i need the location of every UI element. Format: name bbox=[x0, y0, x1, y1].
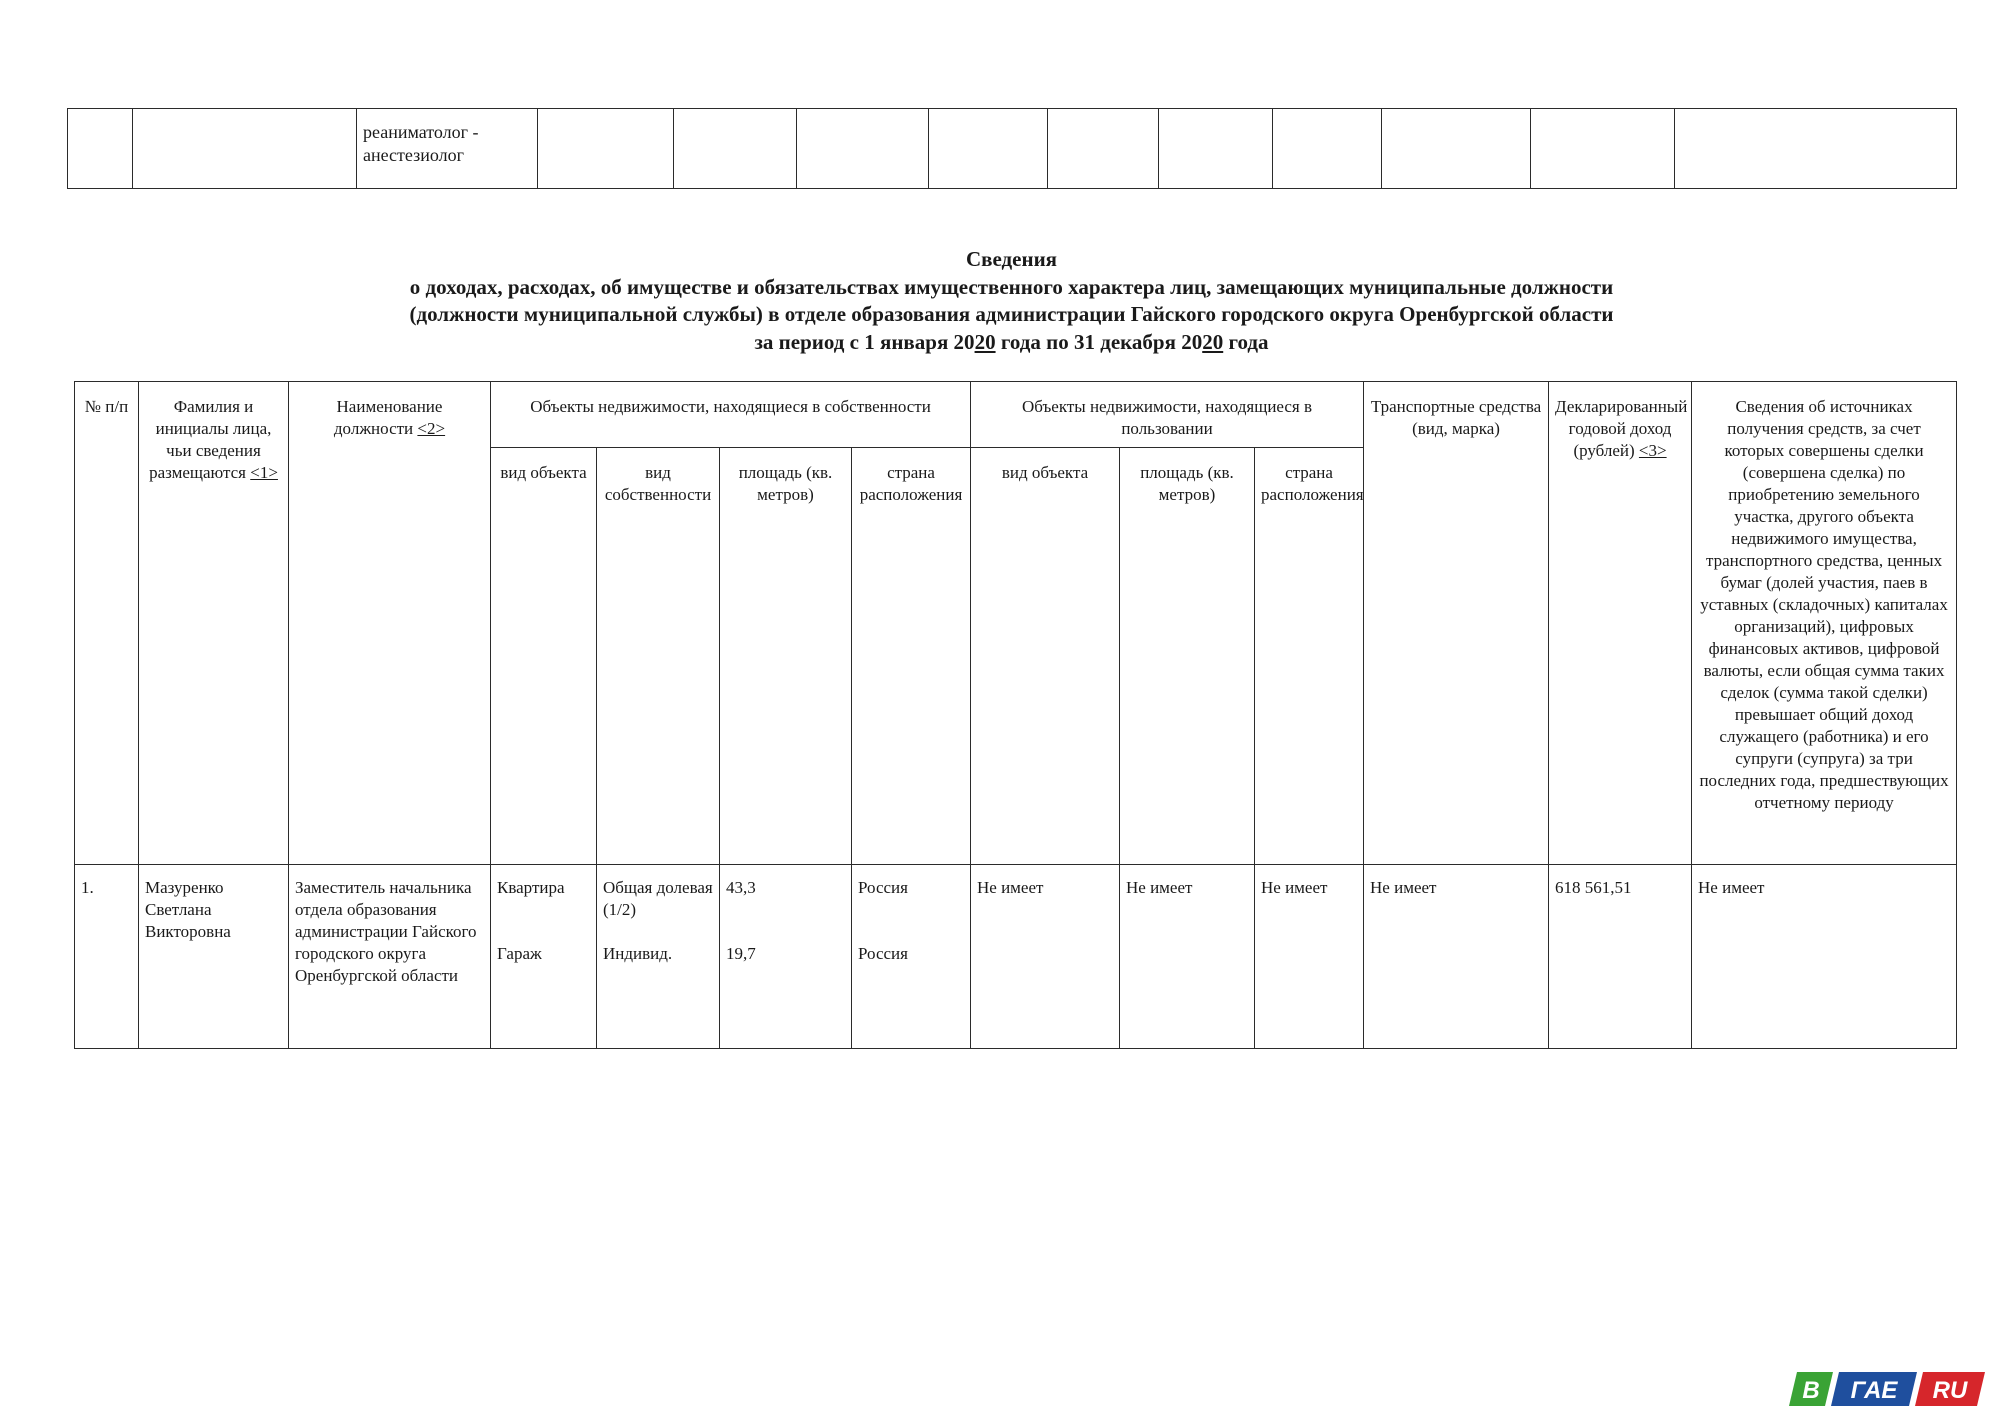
title-line-4: за период с 1 января 2020 года по 31 декабря 2020 года bbox=[754, 329, 1269, 354]
row-used-area: Не имеет bbox=[1120, 865, 1255, 1049]
title-line-2: о доходах, расходах, об имуществе и обязательствах имущественного характера лиц, замещающих муниципальные должности bbox=[409, 274, 1614, 299]
row-income: 618 561,51 bbox=[1549, 865, 1692, 1049]
header-owned-type: вид объекта bbox=[491, 448, 597, 865]
previous-table-fragment bbox=[67, 108, 1957, 189]
row-owned-area: 43,3 19,7 bbox=[720, 865, 852, 1049]
vgae-ru-logo bbox=[1787, 1370, 1987, 1408]
header-income: Декларированный годовой доход (рублей) <3> bbox=[1549, 382, 1692, 865]
title-line-3: (должности муниципальной службы) в отделе образования администрации Гайского городского округа Оренбургской области bbox=[409, 302, 1614, 326]
header-owned-country: страна расположения bbox=[852, 448, 971, 865]
header-transport: Транспортные средства (вид, марка) bbox=[1364, 382, 1549, 865]
header-used-area: площадь (кв. метров) bbox=[1120, 448, 1255, 865]
declaration-table bbox=[74, 381, 1957, 1049]
header-sources: Сведения об источниках получения средств, за счет которых совершены сделки (совершена сделка) по приобретению земельного участка, другого объекта недвижимого имущества, транспортного средства, ценных бумаг (долей участия, паев в уставных (складочных) капиталах организаций), цифровых финансовых активов, цифровой валюты, если общая сумма таких сделок (сумма такой сделки) превышает общий доход служащего (работника) и его супруги (супруга) за три последних года, предшествующих отчетному периоду bbox=[1692, 382, 1957, 865]
table-row bbox=[68, 109, 1957, 189]
row-sources: Не имеет bbox=[1692, 865, 1957, 1049]
header-row bbox=[75, 382, 1957, 448]
position-cell: реаниматолог - анестезиолог bbox=[357, 109, 538, 189]
header-used-type: вид объекта bbox=[971, 448, 1120, 865]
row-owned-country: Россия Россия bbox=[852, 865, 971, 1049]
logo-letter-v: В bbox=[1802, 1377, 1820, 1404]
header-used-property: Объекты недвижимости, находящиеся в пользовании bbox=[971, 382, 1364, 448]
row-used-country: Не имеет bbox=[1255, 865, 1364, 1049]
header-position: Наименование должности <2> bbox=[289, 382, 491, 865]
row-transport: Не имеет bbox=[1364, 865, 1549, 1049]
header-owned-area: площадь (кв. метров) bbox=[720, 448, 852, 865]
document-title bbox=[67, 246, 1956, 356]
row-name: Мазуренко Светлана Викторовна bbox=[139, 865, 289, 1049]
header-owned-ownership: вид собственности bbox=[597, 448, 720, 865]
title-line-1: Сведения bbox=[965, 247, 1058, 271]
row-owned-ownership: Общая долевая (1/2) Индивид. bbox=[597, 865, 720, 1049]
table-row bbox=[75, 865, 1957, 1049]
logo-word-ru: RU bbox=[1932, 1377, 1968, 1404]
header-owned-property: Объекты недвижимости, находящиеся в собственности bbox=[491, 382, 971, 448]
row-used-type: Не имеет bbox=[971, 865, 1120, 1049]
row-owned-type: Квартира Гараж bbox=[491, 865, 597, 1049]
logo-word-gae: ГАЕ bbox=[1850, 1377, 1898, 1404]
row-num: 1. bbox=[75, 865, 139, 1049]
header-used-country: страна расположения bbox=[1255, 448, 1364, 865]
header-num: № п/п bbox=[75, 382, 139, 865]
header-name: Фамилия и инициалы лица, чьи сведения размещаются <1> bbox=[139, 382, 289, 865]
row-position: Заместитель начальника отдела образования администрации Гайского городского округа Оренбургской области bbox=[289, 865, 491, 1049]
